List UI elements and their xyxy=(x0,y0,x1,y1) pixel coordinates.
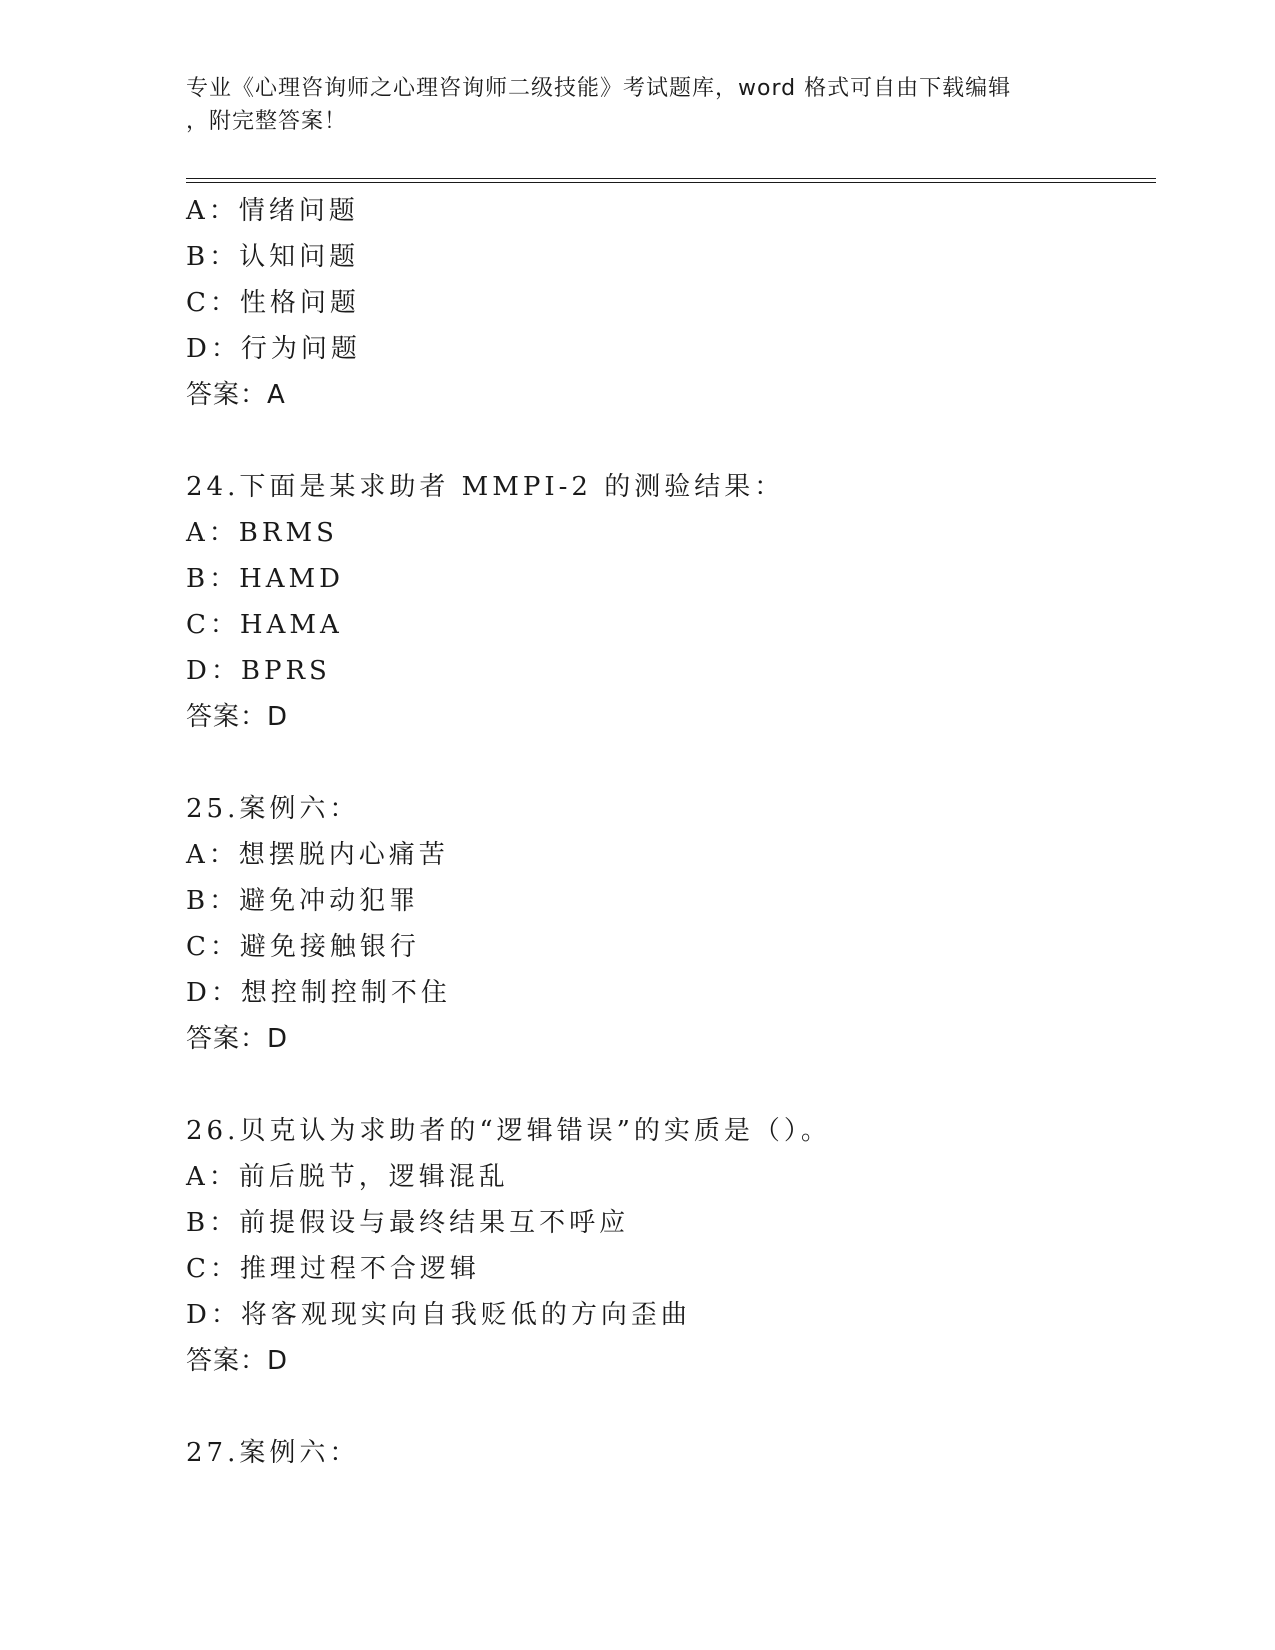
spacer xyxy=(186,1062,1146,1108)
q27-question: 27.案例六： xyxy=(186,1438,360,1468)
q26-question: 26.贝克认为求助者的“逻辑错误”的实质是（）。 xyxy=(186,1116,831,1146)
header-rule-bottom xyxy=(186,182,1156,183)
q23-option-d: D：行为问题 xyxy=(186,334,361,364)
q26-option-a: A：前后脱节，逻辑混乱 xyxy=(186,1162,509,1192)
spacer xyxy=(186,740,1146,786)
q25-option-b: B：避免冲动犯罪 xyxy=(186,886,420,916)
q25-answer: 答案：D xyxy=(186,1024,289,1054)
q26-option-d: D：将客观现实向自我贬低的方向歪曲 xyxy=(186,1300,691,1330)
q24-option-d: D：BPRS xyxy=(186,656,331,686)
q24-answer: 答案：D xyxy=(186,702,289,732)
q23-option-b: B：认知问题 xyxy=(186,242,360,272)
q23-option-a: A：情绪问题 xyxy=(186,196,359,226)
header-line-1: 专业《心理咨询师之心理咨询师二级技能》考试题库，word 格式可自由下载编辑 xyxy=(186,76,1012,101)
q26-answer: 答案：D xyxy=(186,1346,289,1376)
header-rule-top xyxy=(186,178,1156,179)
q24-question: 24.下面是某求助者 MMPI-2 的测验结果： xyxy=(186,472,785,502)
q26-option-c: C：推理过程不合逻辑 xyxy=(186,1254,480,1284)
spacer xyxy=(186,418,1146,464)
q23-option-c: C：性格问题 xyxy=(186,288,360,318)
question-list xyxy=(186,188,1146,1476)
q25-option-a: A：想摆脱内心痛苦 xyxy=(186,840,449,870)
q25-option-c: C：避免接触银行 xyxy=(186,932,420,962)
header-line-2: ，附完整答案！ xyxy=(186,109,348,134)
q25-option-d: D：想控制控制不住 xyxy=(186,978,451,1008)
q23-answer: 答案：A xyxy=(186,380,286,410)
document-header xyxy=(186,72,1066,138)
q24-option-c: C：HAMA xyxy=(186,610,343,640)
q25-question: 25.案例六： xyxy=(186,794,360,824)
q24-option-a: A：BRMS xyxy=(186,518,338,548)
q26-option-b: B：前提假设与最终结果互不呼应 xyxy=(186,1208,630,1238)
q24-option-b: B：HAMD xyxy=(186,564,345,594)
spacer xyxy=(186,1384,1146,1430)
